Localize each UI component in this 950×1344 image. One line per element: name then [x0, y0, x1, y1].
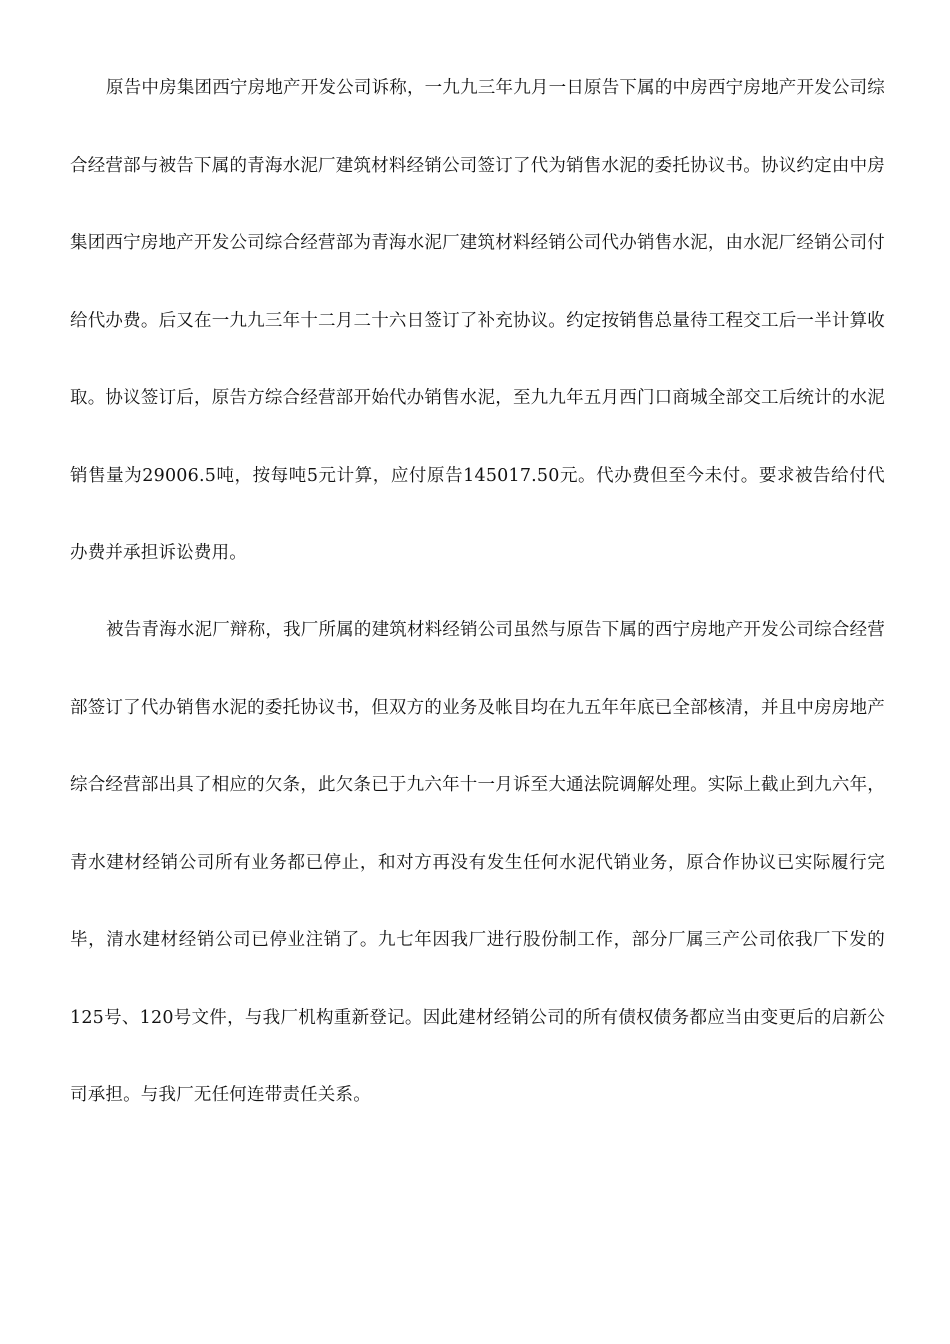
paragraph-defendant-defense: 被告青海水泥厂辩称，我厂所属的建筑材料经销公司虽然与原告下属的西宁房地产开发公司综合经营部签订了代办销售水泥的委托协议书，但双方的业务及帐目均在九五年年底已全部核清，并且中房房地产综合经营部出具了相应的欠条，此欠条已于九六年十一月诉至大通法院调解处理。实际上截止到九六年，青水建材经销公司所有业务都已停止，和对方再没有发生任何水泥代销业务，原合作协议已实际履行完毕，清水建材经销公司已停业注销了。九七年因我厂进行股份制工作，部分厂属三产公司依我厂下发的125号、120号文件，与我厂机构重新登记。因此建材经销公司的所有债权债务都应当由变更后的启新公司承担。与我厂无任何连带责任关系。 [70, 620, 885, 1105]
paragraph-plaintiff-claim: 原告中房集团西宁房地产开发公司诉称，一九九三年九月一日原告下属的中房西宁房地产开发公司综合经营部与被告下属的青海水泥厂建筑材料经销公司签订了代为销售水泥的委托协议书。协议约定由中房集团西宁房地产开发公司综合经营部为青海水泥厂建筑材料经销公司代办销售水泥，由水泥厂经销公司付给代办费。后又在一九九三年十二月二十六日签订了补充协议。约定按销售总量待工程交工后一半计算收取。协议签订后，原告方综合经营部开始代办销售水泥，至九九年五月西门口商城全部交工后统计的水泥销售量为29006.5吨，按每吨5元计算，应付原告145017.50元。代办费但至今未付。要求被告给付代办费并承担诉讼费用。 [70, 78, 885, 563]
